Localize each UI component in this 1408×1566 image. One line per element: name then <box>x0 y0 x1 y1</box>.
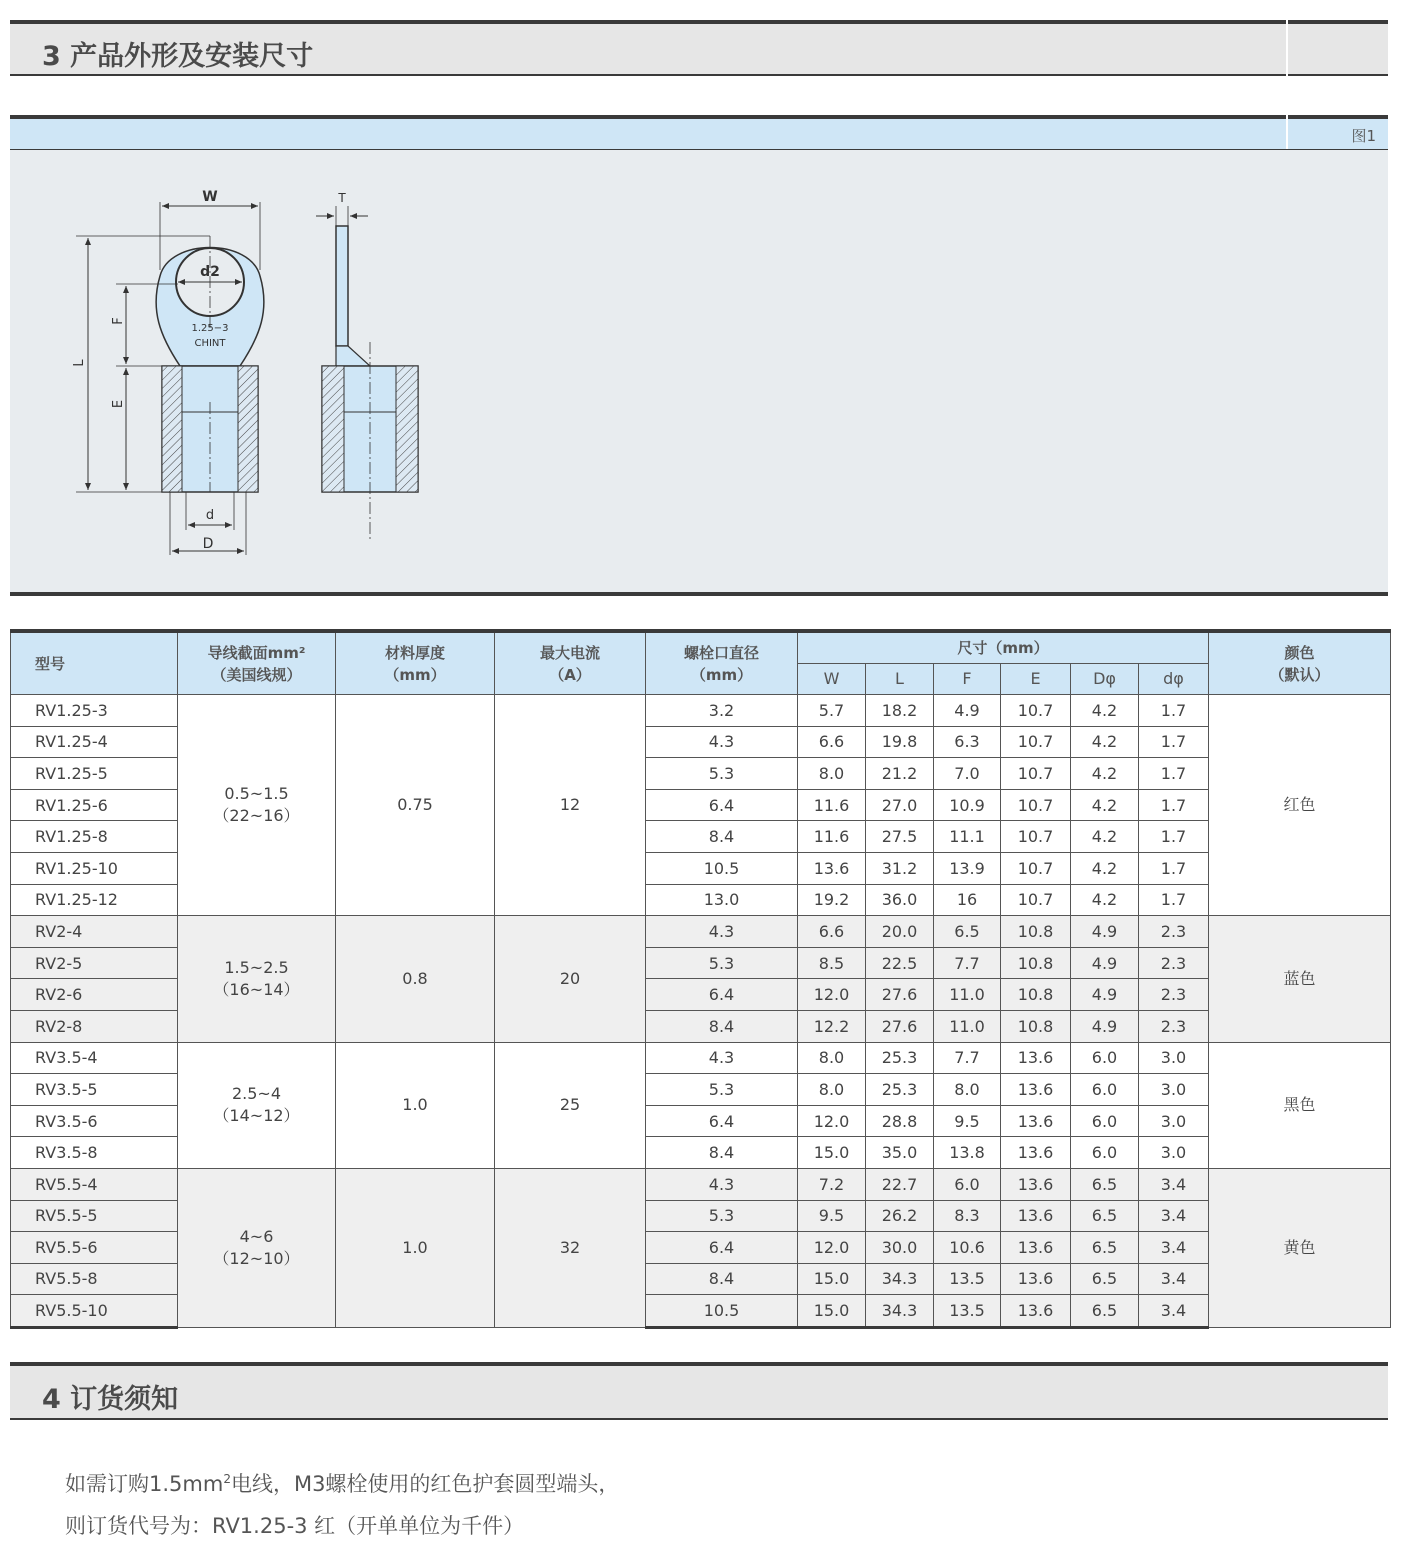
cell-f: 8.3 <box>934 1200 1001 1232</box>
cell-bolt: 3.2 <box>646 695 798 727</box>
cell-f: 13.8 <box>934 1137 1001 1169</box>
cell-w: 11.6 <box>798 789 866 821</box>
cell-small-d: 1.7 <box>1139 726 1209 758</box>
cell-model: RV5.5-6 <box>11 1232 178 1264</box>
cell-e: 10.8 <box>1001 979 1071 1011</box>
cell-big-d: 4.2 <box>1071 695 1139 727</box>
cell-color: 蓝色 <box>1209 916 1391 1042</box>
wire-range-mm: 2.5~4 <box>231 1084 282 1104</box>
cell-wire-range <box>178 695 336 916</box>
cell-e: 13.6 <box>1001 1074 1071 1106</box>
cell-big-d: 4.9 <box>1071 916 1139 948</box>
cell-l: 22.7 <box>866 1168 934 1200</box>
cell-model: RV5.5-4 <box>11 1168 178 1200</box>
cell-w: 12.2 <box>798 1010 866 1042</box>
cell-w: 15.0 <box>798 1137 866 1169</box>
cell-w: 12.0 <box>798 979 866 1011</box>
cell-small-d: 2.3 <box>1139 947 1209 979</box>
order-note-line2: 则订货代号为：RV1.25-3 红（开单单位为千件） <box>65 1514 525 1538</box>
cell-big-d: 6.0 <box>1071 1137 1139 1169</box>
cell-small-d: 3.0 <box>1139 1074 1209 1106</box>
header-divider <box>1286 20 1288 76</box>
cell-l: 22.5 <box>866 947 934 979</box>
cell-f: 9.5 <box>934 1105 1001 1137</box>
cell-model: RV1.25-10 <box>11 852 178 884</box>
figure-label: 图1 <box>1351 127 1376 145</box>
cell-model: RV5.5-5 <box>11 1200 178 1232</box>
cell-l: 34.3 <box>866 1263 934 1295</box>
cell-model: RV1.25-3 <box>11 695 178 727</box>
cell-f: 7.7 <box>934 1042 1001 1074</box>
front-view <box>72 189 264 555</box>
cell-bolt: 5.3 <box>646 1200 798 1232</box>
cell-l: 25.3 <box>866 1042 934 1074</box>
cell-bolt: 8.4 <box>646 1010 798 1042</box>
cell-w: 9.5 <box>798 1200 866 1232</box>
section-title-order: 4 订货须知 <box>42 1384 179 1415</box>
header-wire-line1: 导线截面mm² <box>207 643 306 662</box>
cell-l: 27.5 <box>866 821 934 853</box>
cell-big-d: 4.2 <box>1071 884 1139 916</box>
model-group <box>11 916 1391 1042</box>
header-bolt-line2: （mm） <box>690 665 753 684</box>
cell-big-d: 6.5 <box>1071 1232 1139 1264</box>
cell-bolt: 10.5 <box>646 852 798 884</box>
header-thickness-line1: 材料厚度 <box>384 643 445 662</box>
cell-f: 4.9 <box>934 695 1001 727</box>
cell-e: 13.6 <box>1001 1295 1071 1328</box>
side-view <box>316 191 418 540</box>
dim-w-label: W <box>202 189 218 205</box>
cell-e: 13.6 <box>1001 1232 1071 1264</box>
cell-small-d: 3.4 <box>1139 1232 1209 1264</box>
wire-range-mm: 0.5~1.5 <box>224 784 289 804</box>
cell-big-d: 6.0 <box>1071 1105 1139 1137</box>
cell-f: 8.0 <box>934 1074 1001 1106</box>
header-wire <box>178 631 336 695</box>
model-group <box>11 695 1391 916</box>
cell-l: 27.0 <box>866 789 934 821</box>
cell-e: 13.6 <box>1001 1200 1071 1232</box>
cell-color: 黑色 <box>1209 1042 1391 1168</box>
cell-wire-range <box>178 1168 336 1327</box>
header-size-big-d: Dφ <box>1071 664 1139 695</box>
cell-bolt: 5.3 <box>646 947 798 979</box>
cell-big-d: 4.2 <box>1071 726 1139 758</box>
dim-big-d-label: D <box>202 536 214 552</box>
cell-l: 34.3 <box>866 1295 934 1328</box>
cell-w: 15.0 <box>798 1263 866 1295</box>
header-model: 型号 <box>11 631 178 695</box>
cell-model: RV1.25-12 <box>11 884 178 916</box>
table-row <box>11 1168 1391 1200</box>
cell-l: 30.0 <box>866 1232 934 1264</box>
cell-e: 10.7 <box>1001 884 1071 916</box>
cell-model: RV2-5 <box>11 947 178 979</box>
cell-f: 16 <box>934 884 1001 916</box>
cell-e: 10.8 <box>1001 916 1071 948</box>
header-size-small-d: dφ <box>1139 664 1209 695</box>
section-header <box>10 20 1388 76</box>
wire-range-awg: （16~14） <box>213 979 300 999</box>
cell-e: 10.7 <box>1001 695 1071 727</box>
cell-model: RV2-4 <box>11 916 178 948</box>
header-color-line2: （默认） <box>1269 665 1330 684</box>
cell-small-d: 1.7 <box>1139 821 1209 853</box>
dim-d-label: d <box>205 508 215 523</box>
cell-f: 11.0 <box>934 979 1001 1011</box>
cell-f: 13.9 <box>934 852 1001 884</box>
cell-l: 35.0 <box>866 1137 934 1169</box>
header-thickness-line2: （mm） <box>384 665 446 684</box>
wire-range-awg: （12~10） <box>213 1248 300 1268</box>
table-row <box>11 695 1391 727</box>
cell-big-d: 4.9 <box>1071 947 1139 979</box>
cell-model: RV1.25-4 <box>11 726 178 758</box>
cell-w: 8.0 <box>798 1074 866 1106</box>
cell-big-d: 4.9 <box>1071 979 1139 1011</box>
spec-table <box>10 629 1391 1329</box>
header-size-f: F <box>934 664 1001 695</box>
cell-model: RV3.5-6 <box>11 1105 178 1137</box>
dim-e-label: E <box>111 399 126 409</box>
table-header <box>11 631 1391 695</box>
cell-l: 36.0 <box>866 884 934 916</box>
cell-bolt: 10.5 <box>646 1295 798 1328</box>
cell-big-d: 6.5 <box>1071 1263 1139 1295</box>
cell-small-d: 2.3 <box>1139 1010 1209 1042</box>
cell-w: 5.7 <box>798 695 866 727</box>
wire-range-awg: （14~12） <box>213 1106 300 1126</box>
header-size: 尺寸（mm） <box>798 631 1209 664</box>
wire-range-mm: 4~6 <box>239 1226 274 1246</box>
cell-big-d: 6.0 <box>1071 1042 1139 1074</box>
cell-w: 19.2 <box>798 884 866 916</box>
cell-big-d: 6.0 <box>1071 1074 1139 1106</box>
cell-bolt: 6.4 <box>646 1232 798 1264</box>
header-size-e: E <box>1001 664 1071 695</box>
header-size-l: L <box>866 664 934 695</box>
cell-model: RV3.5-4 <box>11 1042 178 1074</box>
cell-bolt: 4.3 <box>646 1042 798 1074</box>
cell-small-d: 3.4 <box>1139 1263 1209 1295</box>
cell-color: 黄色 <box>1209 1168 1391 1327</box>
cell-thickness: 0.75 <box>336 695 495 916</box>
table-row <box>11 1042 1391 1074</box>
cell-f: 13.5 <box>934 1295 1001 1328</box>
header-current-line1: 最大电流 <box>539 643 600 662</box>
cell-w: 13.6 <box>798 852 866 884</box>
order-line1-pre: 如需订购1.5mm <box>65 1472 224 1496</box>
cell-l: 21.2 <box>866 758 934 790</box>
cell-f: 6.5 <box>934 916 1001 948</box>
cell-l: 18.2 <box>866 695 934 727</box>
cell-l: 20.0 <box>866 916 934 948</box>
dim-d2-label: d2 <box>200 264 220 280</box>
dim-f-label: F <box>111 317 126 325</box>
cell-w: 11.6 <box>798 821 866 853</box>
cell-e: 13.6 <box>1001 1042 1071 1074</box>
cell-e: 10.7 <box>1001 758 1071 790</box>
cell-l: 27.6 <box>866 1010 934 1042</box>
cell-model: RV1.25-5 <box>11 758 178 790</box>
cell-l: 19.8 <box>866 726 934 758</box>
figure-header-divider <box>1286 115 1288 149</box>
cell-small-d: 3.4 <box>1139 1168 1209 1200</box>
order-line1-post: 电线，M3螺栓使用的红色护套圆型端头， <box>230 1472 620 1496</box>
cell-small-d: 3.4 <box>1139 1200 1209 1232</box>
cell-f: 6.0 <box>934 1168 1001 1200</box>
header-thickness <box>336 631 495 695</box>
cell-big-d: 4.2 <box>1071 758 1139 790</box>
cell-f: 7.0 <box>934 758 1001 790</box>
order-line1-sup: 2 <box>223 1472 231 1486</box>
cell-e: 10.8 <box>1001 947 1071 979</box>
cell-l: 27.6 <box>866 979 934 1011</box>
cell-bolt: 5.3 <box>646 758 798 790</box>
section-title: 3 产品外形及安装尺寸 <box>42 41 314 72</box>
cell-small-d: 3.0 <box>1139 1137 1209 1169</box>
cell-bolt: 4.3 <box>646 726 798 758</box>
cell-w: 8.0 <box>798 1042 866 1074</box>
cell-l: 25.3 <box>866 1074 934 1106</box>
cell-big-d: 4.2 <box>1071 852 1139 884</box>
cell-current: 20 <box>495 916 646 1042</box>
section-header-order <box>10 1362 1388 1420</box>
cell-small-d: 1.7 <box>1139 789 1209 821</box>
header-size-w: W <box>798 664 866 695</box>
model-group <box>11 1042 1391 1168</box>
cell-bolt: 4.3 <box>646 916 798 948</box>
cell-small-d: 1.7 <box>1139 884 1209 916</box>
cell-e: 10.7 <box>1001 789 1071 821</box>
cell-small-d: 3.0 <box>1139 1105 1209 1137</box>
cell-model: RV5.5-10 <box>11 1295 178 1328</box>
cell-model: RV3.5-5 <box>11 1074 178 1106</box>
header-color <box>1209 631 1391 695</box>
cell-f: 7.7 <box>934 947 1001 979</box>
cell-current: 32 <box>495 1168 646 1327</box>
cell-e: 10.7 <box>1001 726 1071 758</box>
cell-e: 13.6 <box>1001 1105 1071 1137</box>
cell-bolt: 4.3 <box>646 1168 798 1200</box>
header-wire-line2: （美国线规） <box>211 665 302 684</box>
header-current-line2: （A） <box>549 665 591 684</box>
cell-e: 13.6 <box>1001 1263 1071 1295</box>
cell-f: 10.6 <box>934 1232 1001 1264</box>
cell-bolt: 8.4 <box>646 821 798 853</box>
cell-bolt: 8.4 <box>646 1137 798 1169</box>
cell-e: 13.6 <box>1001 1137 1071 1169</box>
cell-l: 31.2 <box>866 852 934 884</box>
cell-big-d: 4.9 <box>1071 1010 1139 1042</box>
header-color-line1: 颜色 <box>1284 643 1315 662</box>
cell-f: 11.0 <box>934 1010 1001 1042</box>
cell-w: 12.0 <box>798 1105 866 1137</box>
cell-small-d: 2.3 <box>1139 916 1209 948</box>
cell-big-d: 6.5 <box>1071 1168 1139 1200</box>
terminal-marking-size: 1.25−3 <box>191 323 229 334</box>
cell-e: 13.6 <box>1001 1168 1071 1200</box>
cell-wire-range <box>178 1042 336 1168</box>
cell-big-d: 4.2 <box>1071 789 1139 821</box>
cell-bolt: 6.4 <box>646 1105 798 1137</box>
cell-current: 25 <box>495 1042 646 1168</box>
cell-bolt: 5.3 <box>646 1074 798 1106</box>
order-note-line1 <box>65 1458 619 1505</box>
cell-big-d: 6.5 <box>1071 1295 1139 1328</box>
cell-model: RV1.25-8 <box>11 821 178 853</box>
cell-wire-range <box>178 916 336 1042</box>
order-note <box>65 1458 619 1547</box>
cell-small-d: 2.3 <box>1139 979 1209 1011</box>
model-group <box>11 1168 1391 1327</box>
header-current <box>495 631 646 695</box>
cell-model: RV3.5-8 <box>11 1137 178 1169</box>
cell-small-d: 1.7 <box>1139 852 1209 884</box>
cell-big-d: 6.5 <box>1071 1200 1139 1232</box>
cell-e: 10.7 <box>1001 821 1071 853</box>
figure-header <box>10 115 1388 149</box>
cell-current: 12 <box>495 695 646 916</box>
cell-model: RV2-8 <box>11 1010 178 1042</box>
dim-l-label: L <box>72 359 87 367</box>
header-bolt-line1: 螺栓口直径 <box>683 643 759 662</box>
cell-bolt: 13.0 <box>646 884 798 916</box>
cell-w: 12.0 <box>798 1232 866 1264</box>
cell-f: 13.5 <box>934 1263 1001 1295</box>
wire-range-mm: 1.5~2.5 <box>224 957 289 977</box>
cell-w: 6.6 <box>798 726 866 758</box>
cell-w: 8.5 <box>798 947 866 979</box>
cell-w: 7.2 <box>798 1168 866 1200</box>
cell-e: 10.7 <box>1001 852 1071 884</box>
cell-w: 6.6 <box>798 916 866 948</box>
cell-thickness: 1.0 <box>336 1168 495 1327</box>
cell-small-d: 3.0 <box>1139 1042 1209 1074</box>
cell-bolt: 8.4 <box>646 1263 798 1295</box>
cell-big-d: 4.2 <box>1071 821 1139 853</box>
cell-model: RV1.25-6 <box>11 789 178 821</box>
cell-thickness: 1.0 <box>336 1042 495 1168</box>
cell-model: RV2-6 <box>11 979 178 1011</box>
cell-l: 28.8 <box>866 1105 934 1137</box>
wire-range-awg: （22~16） <box>213 806 300 826</box>
terminal-marking-brand: CHINT <box>194 338 226 349</box>
cell-small-d: 3.4 <box>1139 1295 1209 1328</box>
figure-area <box>10 149 1388 596</box>
cell-w: 8.0 <box>798 758 866 790</box>
cell-bolt: 6.4 <box>646 979 798 1011</box>
header-bolt <box>646 631 798 695</box>
dim-t-label: T <box>338 191 346 205</box>
cell-f: 11.1 <box>934 821 1001 853</box>
table-row <box>11 916 1391 948</box>
cell-e: 10.8 <box>1001 1010 1071 1042</box>
cell-l: 26.2 <box>866 1200 934 1232</box>
cell-color: 红色 <box>1209 695 1391 916</box>
cell-model: RV5.5-8 <box>11 1263 178 1295</box>
cell-thickness: 0.8 <box>336 916 495 1042</box>
cell-bolt: 6.4 <box>646 789 798 821</box>
cell-small-d: 1.7 <box>1139 695 1209 727</box>
cell-f: 10.9 <box>934 789 1001 821</box>
ring-terminal-drawing <box>10 150 1388 592</box>
cell-f: 6.3 <box>934 726 1001 758</box>
cell-small-d: 1.7 <box>1139 758 1209 790</box>
cell-w: 15.0 <box>798 1295 866 1328</box>
